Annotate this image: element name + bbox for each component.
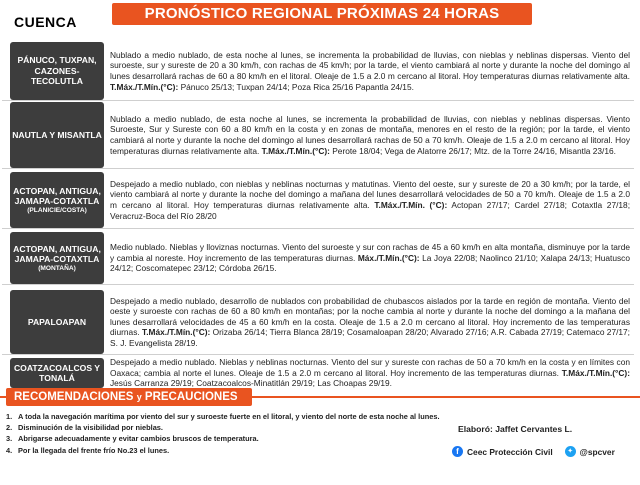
temps-values: Pánuco 25/13; Tuxpan 24/14; Poza Rica 25/16 Papantla 24/15. bbox=[180, 81, 414, 92]
zone-sublabel: (MONTAÑA) bbox=[38, 264, 76, 272]
item-text: A toda la navegación marítima por viento del sur y suroeste fuerte en el litoral, y viento del norte de esta noche al lunes. bbox=[18, 412, 440, 421]
forecast-text: Despejado a medio nublado. Nieblas y neblinas nocturnas. Viento del sur y sureste con rachas de 50 a 70 km/h en la costa y en límites con Oaxaca; cambia al norte el lunes. Oleaje de 1.5 a 2.0 m cercano al litoral. Hoy incremento de las temperaturas diurnas. bbox=[110, 357, 630, 378]
zone-coatzacoalcos bbox=[2, 358, 634, 388]
list-item bbox=[6, 411, 526, 422]
recommendations-title bbox=[6, 388, 252, 406]
zone-label bbox=[10, 358, 104, 388]
item-text: Por la llegada del frente frío No.23 el lunes. bbox=[18, 445, 170, 455]
recommendations-header bbox=[0, 388, 640, 406]
zone-label bbox=[10, 42, 104, 100]
forecast-text: Despejado a medio nublado, desarrollo de nublados con probabilidad de chubascos aislados por la tarde en región de montaña. Viento del oeste y suroeste con rachas de 60 a 80 km/h en montañas; por la noche cambia al norte y durante la noche del domingo a la mañana del lunes desarrollará velocidades de 45 a 60 km/h en la costa. Oleaje de 1.5 a 2.0 m cercano al litoral. Hoy incremento de las temperaturas diurnas. bbox=[110, 295, 630, 338]
temps-values: Perote 18/04; Vega de Alatorre 26/17; Mtz. de la Torre 24/16, Misantla 23/16. bbox=[332, 145, 616, 156]
item-number: 2. bbox=[6, 423, 13, 433]
zone-label bbox=[10, 102, 104, 168]
rec-title-rest: PRECAUCIONES bbox=[144, 391, 238, 403]
zone-label bbox=[10, 290, 104, 354]
temps-label: T.Máx./T.Mín.(°C): bbox=[142, 327, 211, 338]
list-item bbox=[6, 445, 526, 456]
temps-values: Actopan 27/17; Cardel 27/18; Cotaxtla 27/18; Veracruz-Boca del Río 28/20 bbox=[110, 200, 631, 221]
author-credit: Elaboró: Jaffet Cervantes L. bbox=[458, 424, 573, 434]
zone-forecast bbox=[110, 232, 630, 284]
forecast-text: Despejado a medio nublado, con nieblas y neblinas nocturnas y matutinas. Viento del oeste, sur y sureste de 20 a 30 km/h; por la tarde, el viento cambiará al norte y durante la noche del domingo a mañana del lunes desarrollará velocidades de 50 a 70 km/h. Oleaje de 1.5 a 2.0 m cercano al litoral. Hoy temperaturas diurnas relativamente alta. bbox=[110, 178, 630, 210]
item-text: Disminución de la visibilidad por nieblas. bbox=[18, 423, 163, 433]
rec-title-conj: y bbox=[136, 392, 142, 402]
item-text: Abrigarse adecuadamente y evitar cambios bruscos de temperatura. bbox=[18, 434, 259, 444]
forecast-text: Medio nublado. Nieblas y lloviznas nocturnas. Viento del suroeste y sur con rachas de 45 a 60 km/h en alta montaña, disminuye por la tarde y cambia al noreste. Hoy incremento de las temperaturas diurnas. bbox=[110, 242, 630, 263]
facebook-icon: f bbox=[452, 446, 463, 457]
zone-forecast bbox=[110, 42, 630, 100]
list-item bbox=[6, 433, 526, 444]
forecast-text: Nublado a medio nublado, de esta noche al lunes, se incrementa la probabilidad de lluvias, con nieblas y neblinas dispersas. Viento del suroeste, sur y sureste de 20 a 30 km/h, con rachas de 45 km/h; por la tarde, el viento cambiará al norte y durante la noche del domingo al lunes desarrollará rachas de 60 a 80 km/h en el litoral. Oleaje de 1.5 a 2.0 m cercano al litoral. Hoy temperaturas diurnas relativamente alta. bbox=[110, 49, 630, 81]
facebook-handle: Ceec Protección Civil bbox=[467, 446, 553, 457]
zone-forecast bbox=[110, 172, 630, 228]
zone-label-text: COATZACOALCOS Y TONALÁ bbox=[13, 362, 101, 383]
item-number: 4. bbox=[6, 445, 13, 455]
social-links bbox=[452, 446, 627, 457]
zone-forecast bbox=[110, 290, 630, 354]
zone-panuco bbox=[2, 42, 634, 101]
zone-actopan-planicie bbox=[2, 172, 634, 229]
zone-label-text: ACTOPAN, ANTIGUA, JAMAPA-COTAXTLA bbox=[13, 185, 101, 206]
zone-actopan-montana bbox=[2, 232, 634, 285]
zone-sublabel: (PLANICIE/COSTA) bbox=[27, 206, 87, 214]
zone-label-text: PÁNUCO, TUXPAN, CAZONES-TECOLUTLA bbox=[17, 55, 97, 87]
zone-label bbox=[10, 232, 104, 284]
facebook-link[interactable] bbox=[452, 446, 553, 457]
zone-forecast bbox=[110, 102, 630, 168]
temps-values: Jesús Carranza 29/19; Coatzacoalcos-Minatitlán 29/19; Las Choapas 29/19. bbox=[110, 378, 393, 389]
zone-forecast bbox=[110, 358, 630, 388]
zone-nautla bbox=[2, 102, 634, 169]
page-title: PRONÓSTICO REGIONAL PRÓXIMAS 24 HORAS bbox=[112, 3, 532, 25]
twitter-link[interactable] bbox=[565, 446, 615, 457]
twitter-handle: @spcver bbox=[579, 446, 615, 457]
temps-values: Orizaba 26/14; Tierra Blanca 28/19; Cosamaloapan 28/20; Alvarado 27/16; A.R. Cabada 27/19; Catemaco 27/17; S. J. Evangelista 28/19. bbox=[110, 327, 631, 348]
temps-label: T.Máx./T.Mín.(°C): bbox=[561, 367, 630, 378]
temps-values: La Joya 22/08; Naolinco 21/10; Xalapa 24/13; Huatusco 24/12; Coscomatepec 23/12; Córdoba 26/15. bbox=[110, 252, 630, 274]
recommendations-list bbox=[6, 411, 526, 456]
list-item bbox=[6, 422, 526, 433]
zone-label-text: NAUTLA Y MISANTLA bbox=[12, 129, 102, 140]
rec-title-main: RECOMENDACIONES bbox=[14, 391, 134, 403]
region-label: CUENCA bbox=[14, 14, 77, 30]
temps-label: T.Máx./T.Mín.(°C): bbox=[261, 145, 330, 156]
zone-label-text: ACTOPAN, ANTIGUA, JAMAPA-COTAXTLA bbox=[13, 243, 101, 264]
forecast-text: Nublado a medio nublado, de esta noche al lunes, se incrementa la probabilidad de lluvias, con nieblas y neblinas dispersas. Viento Suroeste, Sur y Sureste con 60 a 80 km/h en la costa y en zonas de montaña, menores en el resto de la región; por la tarde, el viento cambiará al norte y durante la noche del domingo al lunes desarrollará rachas de 50 a 70 km/h. Oleaje de 1.5 a 2.0 m cercano al litoral. Hoy temperaturas diurnas relativamente alta. bbox=[110, 113, 630, 156]
temps-label: T.Máx./T.Mín.(°C): bbox=[110, 81, 179, 92]
temps-label: T.Máx./T.Mín. (°C): bbox=[374, 200, 448, 210]
zone-label bbox=[10, 172, 104, 228]
item-number: 3. bbox=[6, 434, 13, 444]
twitter-icon: ✦ bbox=[565, 446, 576, 457]
zone-papaloapan bbox=[2, 290, 634, 355]
zone-label-text: PAPALOAPAN bbox=[27, 316, 87, 327]
temps-label: Máx./T.Mín.(°C): bbox=[357, 252, 420, 263]
item-number: 1. bbox=[6, 412, 13, 421]
